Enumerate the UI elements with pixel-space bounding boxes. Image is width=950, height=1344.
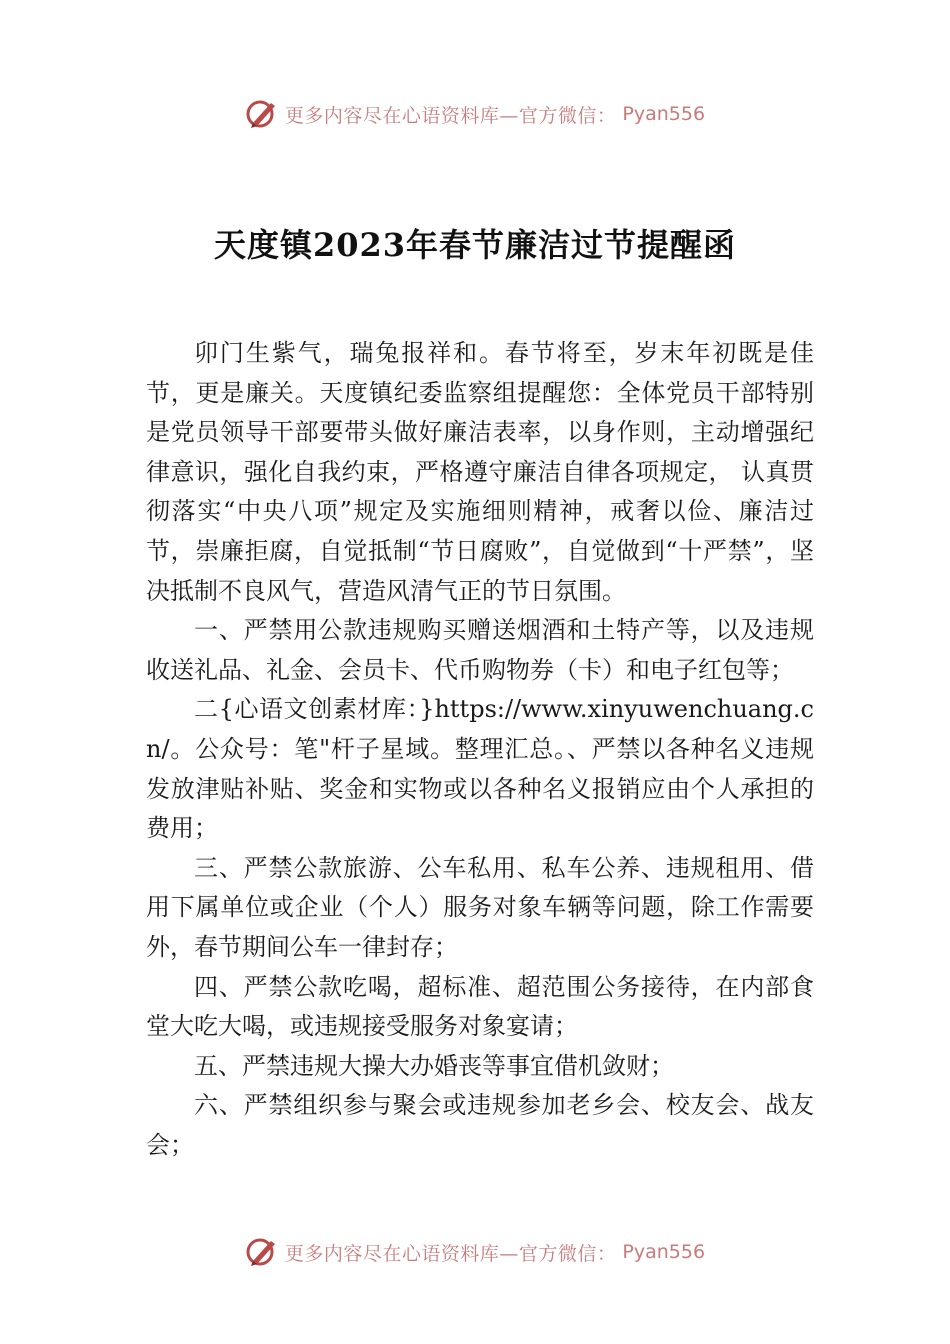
footer-banner-wechat: Pyan556 (622, 1241, 706, 1263)
paragraph-rule-1: 一、严禁用公款违规购买赠送烟酒和土特产等，以及违规收送礼品、礼金、会员卡、代币购物券（卡）和电子红包等； (146, 616, 814, 684)
document-body (146, 334, 814, 1165)
paragraph-rule-3: 三、严禁公款旅游、公车私用、私车公养、违规租用、借用下属单位或企业（个人）服务对象车辆等问题，除工作需要外，春节期间公车一律封存； (146, 853, 814, 961)
header-banner-wechat: Pyan556 (622, 103, 706, 125)
footer-banner (0, 1232, 950, 1272)
paragraph-rule-6: 六、严禁组织参与聚会或违规参加老乡会、校友会、战友会； (146, 1091, 814, 1159)
header-banner-text: 更多内容尽在心语资料库—官方微信： (284, 104, 617, 127)
document-title: 天度镇2023年春节廉洁过节提醒函 (213, 226, 737, 264)
footer-banner-text: 更多内容尽在心语资料库—官方微信： (284, 1242, 617, 1265)
paragraph-rule-4: 四、严禁公款吃喝，超标准、超范围公务接待，在内部食堂大吃大喝，或违规接受服务对象宴请； (146, 972, 814, 1041)
paragraph-intro: 卯门生紫气，瑞兔报祥和。春节将至，岁末年初既是佳节，更是廉关。天度镇纪委监察组提醒您：全体党员干部特别是党员领导干部要带头做好廉洁表率，以身作则，主动增强纪律意识，强化自我约束，严格遵守廉洁自律各项规定， 认真贯彻落实“中央八项”规定及实施细则精神，戒奢以俭、廉洁过节，崇廉拒腐，自觉抵制“节日腐败”，自觉做到“十严禁”，坚决抵制不良风气，营造风清气正的节日氛围。 (146, 339, 814, 605)
paragraph-rule-2: 二{心语文创素材库：}https://www.xinyuwenchuang.cn/。公众号：笔"杆子星域。整理汇总。、严禁以各种名义违规发放津贴补贴、奖金和实物或以各种名义报销应由个人承担的费用； (146, 695, 814, 843)
pen-logo-icon (245, 97, 279, 131)
header-banner (0, 94, 950, 134)
pen-logo-icon (245, 1235, 279, 1269)
paragraph-rule-5: 五、严禁违规大操大办婚丧等事宜借机敛财； (194, 1051, 674, 1080)
